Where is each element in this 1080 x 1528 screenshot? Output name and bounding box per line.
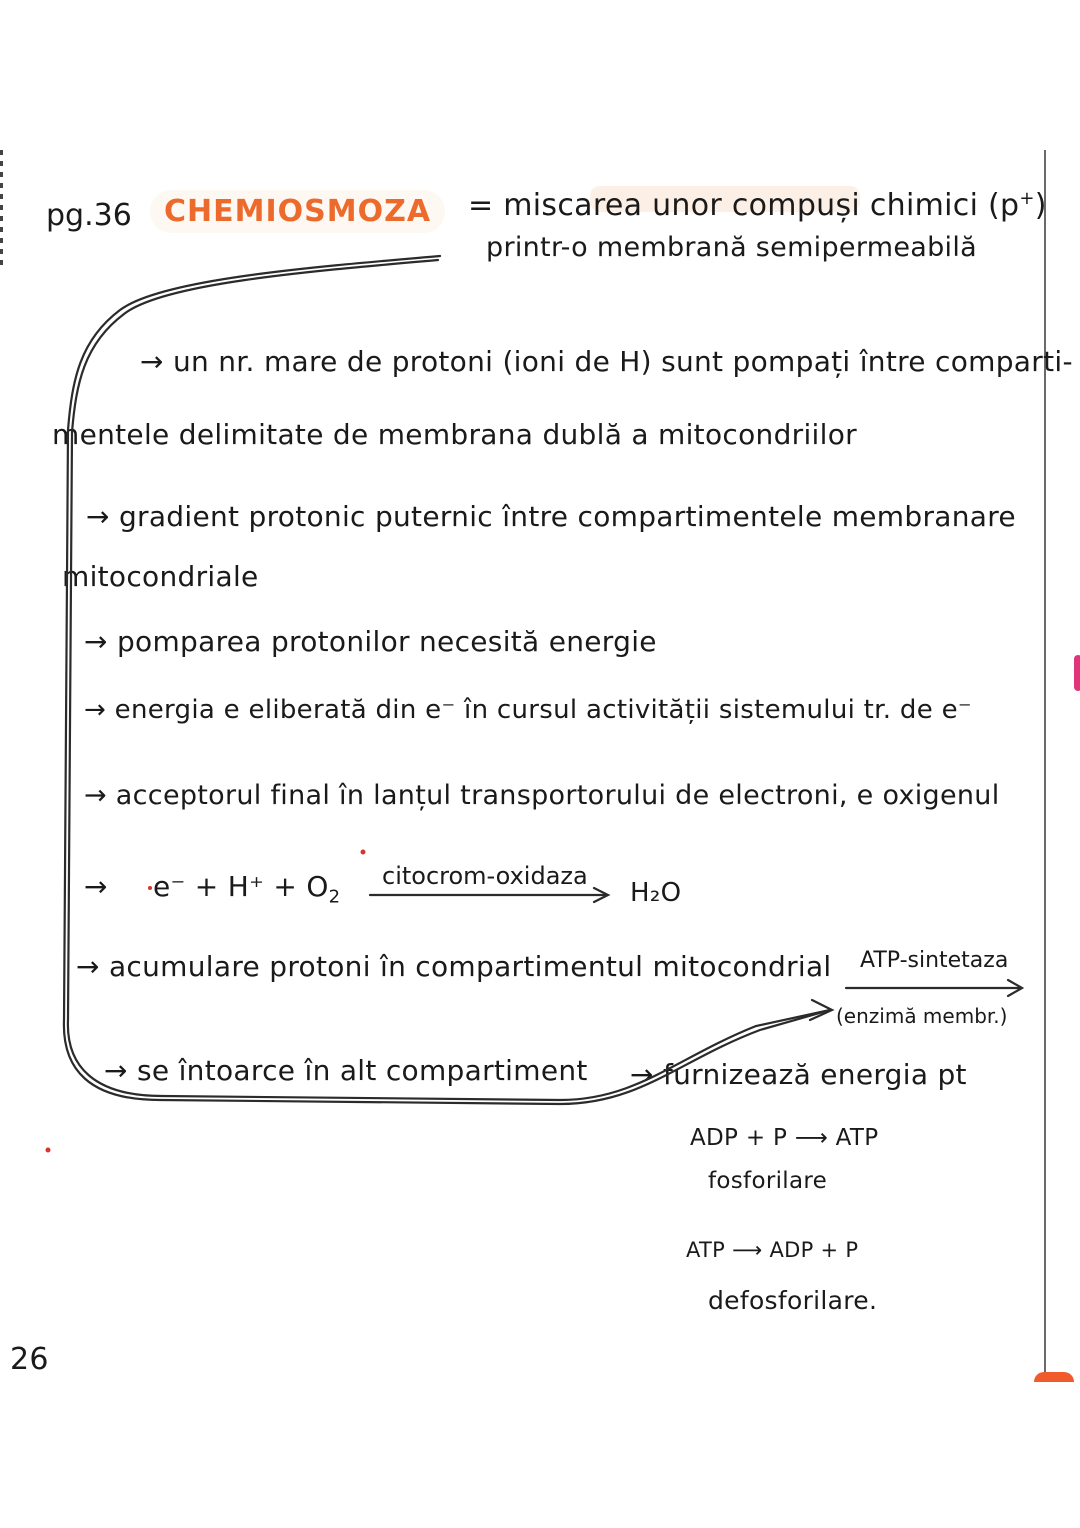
arrow-icon: → [76, 950, 109, 983]
arrow-icon: → [84, 870, 108, 903]
definition-close: ) [1034, 188, 1047, 223]
arrow-icon: → [140, 345, 173, 378]
provides-energy-text: furnizează energia pt [662, 1058, 967, 1091]
atp-synthase-label: ATP-sintetaza [860, 948, 1009, 973]
definition-line-2: printr-o membrană semipermeabilă [486, 232, 977, 263]
page-title: CHEMIOSMOZA [150, 190, 445, 233]
return-text: se întoarce în alt compartiment [136, 1054, 588, 1087]
note-protons-pumped-cont: mentele delimitate de membrana dublă a mitocondriilor [52, 418, 857, 451]
note-proton-gradient-cont: mitocondriale [62, 560, 259, 593]
note-text: un nr. mare de protoni (ioni de H) sunt pompați între comparti- [172, 345, 1073, 378]
phosphorylation-label: fosforilare [708, 1168, 828, 1194]
note-pumping-energy: → pomparea protonilor necesită energie [84, 625, 657, 658]
definition-text: = miscarea unor compuși chimici (p [468, 188, 1020, 223]
dephosphorylation-equation: ATP ⟶ ADP + P [686, 1238, 859, 1262]
red-dot [46, 1148, 51, 1153]
definition-superscript: + [1019, 188, 1035, 209]
phosphorylation-equation: ADP + P ⟶ ATP [690, 1125, 879, 1151]
enzyme-label: citocrom-oxidaza [382, 862, 588, 890]
note-final-acceptor: → acceptorul final în lanțul transportorului de electroni, e oxigenul [84, 780, 1000, 811]
red-dot [148, 886, 152, 890]
accumulation-text: acumulare protoni în compartimentul mitocondrial [108, 950, 832, 983]
red-dot [361, 850, 366, 855]
note-energy-released: → energia e eliberată din e⁻ în cursul activității sistemului tr. de e⁻ [84, 695, 972, 725]
dephosphorylation-label: defosforilare. [708, 1286, 878, 1315]
page-number: 26 [10, 1342, 49, 1377]
arrow-icon: → [104, 1054, 137, 1087]
reaction-reactants: e⁻ + H⁺ + O [152, 870, 329, 903]
note-proton-gradient: → gradient protonic puternic între compartimentele membranare [86, 500, 1016, 533]
arrow-icon: → [630, 1058, 663, 1091]
oxygen-subscript: 2 [328, 886, 341, 908]
atp-synthase-note: (enzimă membr.) [836, 1004, 1008, 1028]
reaction-product: H₂O [630, 878, 682, 908]
page-reference: pg.36 [46, 198, 132, 233]
